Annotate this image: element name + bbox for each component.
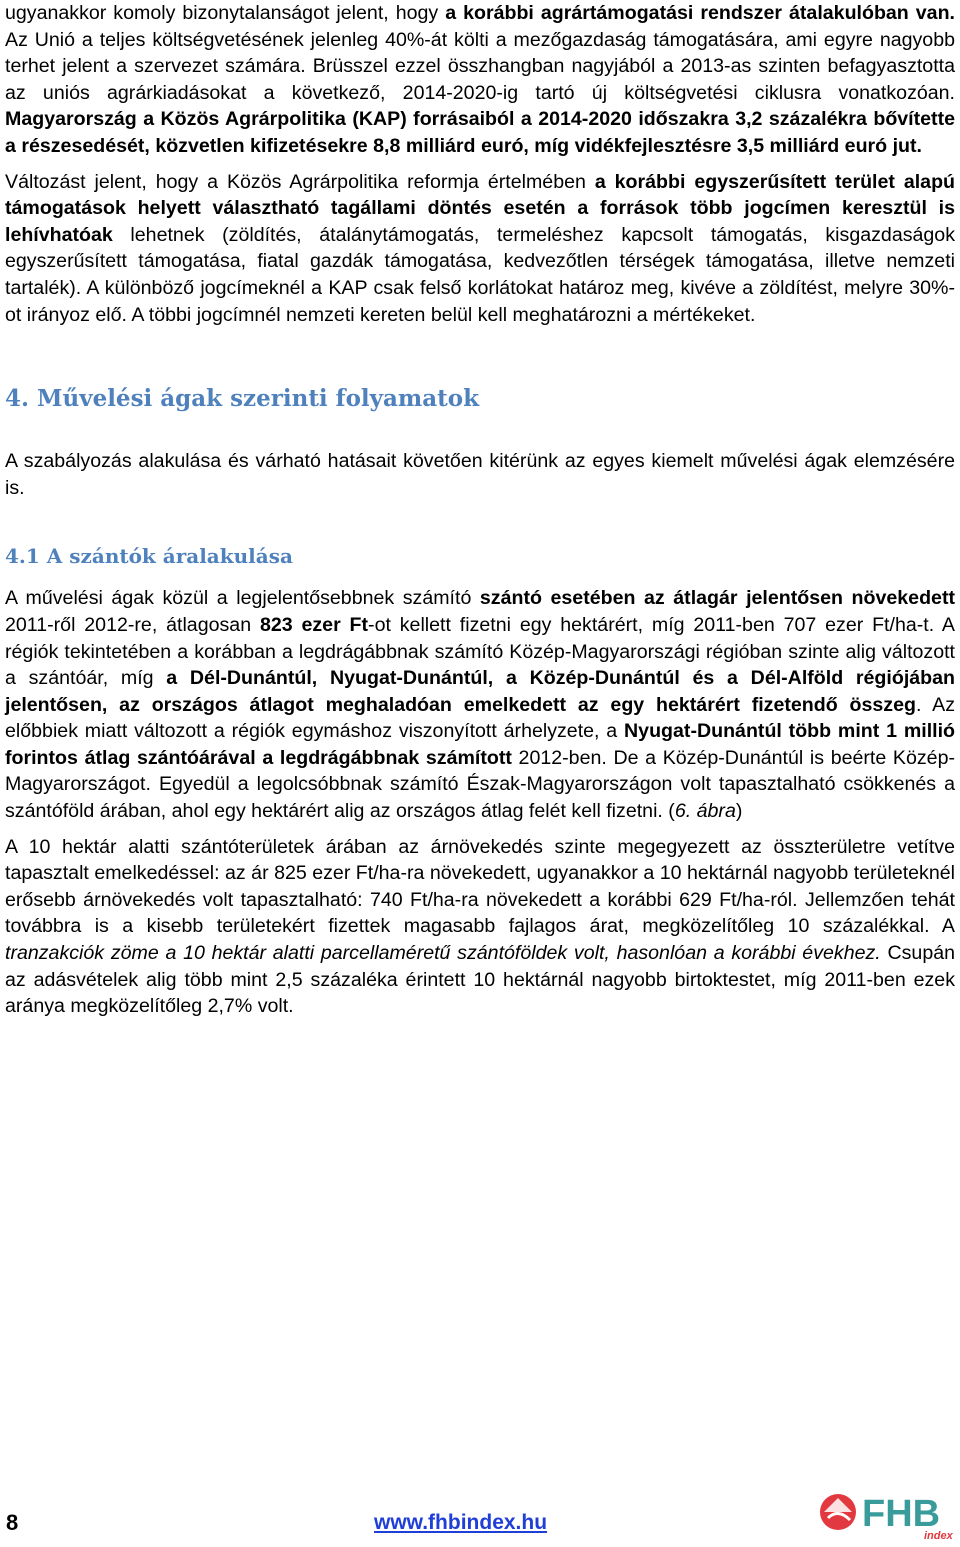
text-run: 6. ábra [674,800,736,823]
text-run: A szabályozás alakulása és várható hatásait követően kitérünk az egyes kiemelt művelési ágak elemzésére is. [5,450,955,499]
text-run: Az Unió a teljes költségvetésének jelenleg 40%-át költi a mezőgazdaság támogatására, ami egyre nagyobb terhet jelent a szervezet számára. Brüsszel ezzel összhangban nagyjából a 2013-as szinten befagyasztotta az uniós agrárkiadásokat a következő, 2014-2020-ig tartó új költségvetési ciklusra vonatkozóan. [5,28,955,104]
paragraph-arable-land-prices [5,585,955,824]
subsection-heading-arable-prices: 4.1 A szántók áralakulása [5,544,293,569]
text-run: a Dél-Dunántúl, Nyugat-Dunántúl, a Közép-Dunántúl és a Dél-Alföld régiójában jelentősen, az országos átlagot meghaladóan emelkedett az egy hektárért fizetendő összeg [5,667,955,716]
text-run: szántó esetében az átlagár jelentősen növekedett [479,587,955,610]
fhb-logo-mark [816,1482,960,1542]
text-run: ugyanakkor komoly bizonytalanságot jelent, hogy [5,2,446,24]
page-number: 8 [6,1510,19,1535]
logo-wordmark: FHB [862,1493,941,1535]
text-run: a korábbi egyszerűsített terület alapú támogatások helyett választható tagállami döntés esetén a források több jogcímen keresztül is lehívhatóak [5,170,956,246]
section-heading-cultivation-branches: 4. Művelési ágak szerinti folyamatok [5,385,480,413]
text-run: ) [735,800,743,823]
paragraph-section-intro [5,448,955,501]
text-run: 2012-ben. De a Közép-Dunántúl is beérte Közép-Magyarországot. Egyedül a legolcsóbbnak számító Észak-Magyarországon volt tapasztalható csökkenés a szántóföld árában, ahol egy hektárért alig az országos átlag felét kell fizetni. ( [5,746,955,823]
text-run: Csupán az adásvételek alig több mint 2,5 százaléka érintett 10 hektárnál nagyobb birtoktestet, míg 2011-ben ezek aránya megközelítőleg 2,7% volt. [5,942,956,1018]
text-run: Magyarország a Közös Agrárpolitika (KAP) forrásaiból a 2014-2020 időszakra 3,2 százalékra bővítette a részesedését, közvetlen kifizetésekre 8,8 milliárd euró, míg vidékfejlesztésre 3,5 milliárd euró jut. [5,108,955,157]
text-run: a korábbi agrártámogatási rendszer átalakulóban van. [445,2,955,24]
text-run: A 10 hektár alatti szántóterületek árában az árnövekedés szinte megegyezett az összterületre vetítve tapasztalt emelkedéssel: az ár 825 ezer Ft/ha-ra növekedett, ugyanakkor a 10 hektárnál nagyobb területeknél erősebb árnövekedés volt tapasztalható: 740 Ft/ha-ra növekedett a korábbi 629 Ft/ha-ról. Jellemzően tehát továbbra is a kisebb területekért fizettek magasabb fajlagos árat, megközelítőleg 10 százalékkal. A [5,835,955,938]
paragraph-cap-reform [5,169,955,329]
text-run: . Az előbbiek miatt változott a régiók egymáshoz viszonyított árhelyzete, a [5,693,956,743]
text-run: tranzakciók zöme a 10 hektár alatti parcellaméretű szántóföldek volt, hasonlóan a korábbi évekhez. [5,942,881,965]
website-link[interactable]: www.fhbindex.hu [374,1511,548,1534]
document-page [5,0,955,1020]
text-run: Változást jelent, hogy a Közös Agrárpolitika reformja értelmében [5,170,595,193]
text-run: 823 ezer Ft [259,613,369,636]
text-run: lehetnek (zöldítés, átalánytámogatás, termeléshez kapcsolt támogatás, kisgazdaságok egyszerűsített támogatása, fiatal gazdák támogatása, kedvezőtlen térségek támogatása, illetve nemzeti tartalék). A különböző jogcímeknél a KAP csak felső korlátokat határoz meg, kivéve a zöldítést, melyre 30%-ot irányoz elő. A többi jogcímnél nemzeti kereten belül kell meghatározni a mértékeket. [5,223,955,326]
paragraph-agricultural-subsidies [5,0,955,160]
logo-subtext: index [924,1530,953,1542]
text-run: 2011-ről 2012-re, átlagosan [5,613,260,636]
text-run: -ot kellett fizetni egy hektárért, míg 2011-ben 707 ezer Ft/ha-t. A régiók tekintetében a korábban a legdrágábbnak számító Közép-Magyarországi régióban szinte alig változott a szántóár, míg [5,613,955,690]
fhb-index-logo [816,1482,960,1542]
text-run: A művelési ágak közül a legjelentősebbnek számító [5,587,480,610]
paragraph-small-parcels [5,834,955,1020]
text-run: Nyugat-Dunántúl több mint 1 millió forintos átlag szántóárával a legdrágábbnak számított [5,720,955,769]
